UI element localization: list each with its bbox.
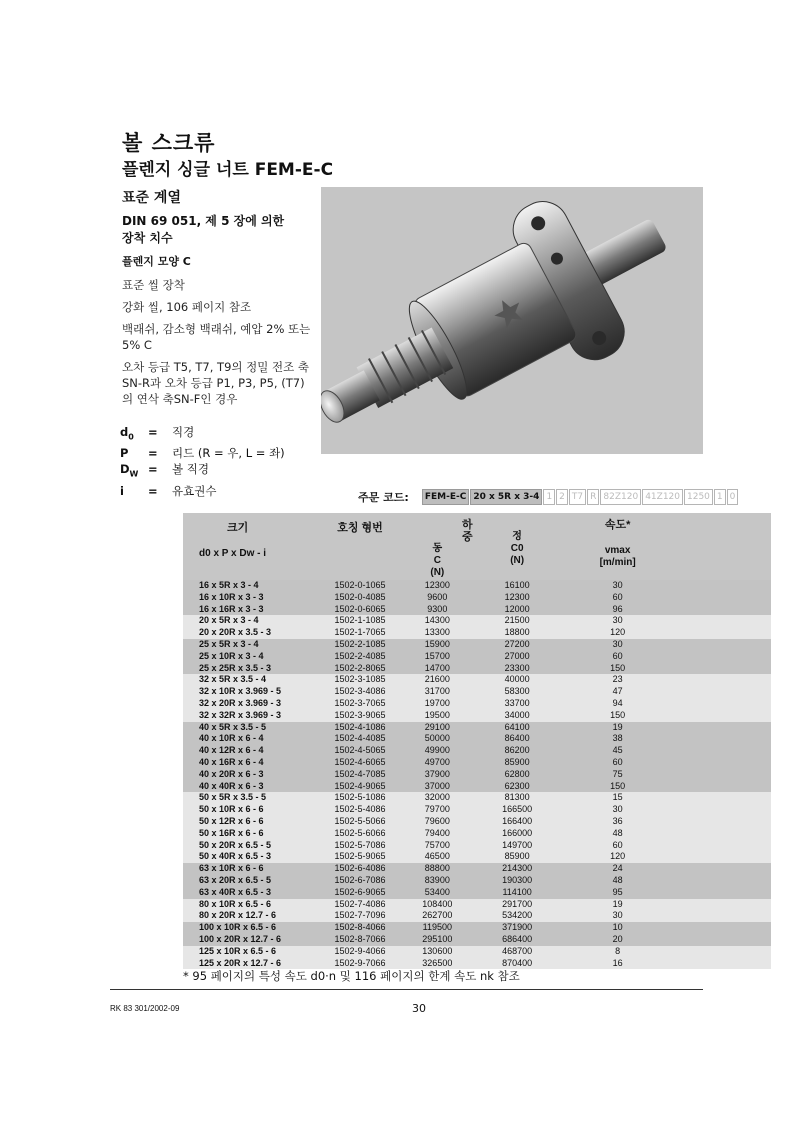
- part-cell: 1502-8-7066: [319, 934, 401, 946]
- table-row: [183, 922, 771, 934]
- empty-cell: [675, 686, 771, 698]
- size-cell: 125 x 10R x 6.5 - 6: [183, 946, 319, 958]
- size-cell: 63 x 10R x 6 - 6: [183, 863, 319, 875]
- dynamic-load-cell: 46500: [401, 851, 474, 863]
- size-cell: 40 x 12R x 6 - 4: [183, 745, 319, 757]
- col-empty-header: [675, 513, 771, 580]
- empty-cell: [675, 946, 771, 958]
- empty-cell: [675, 922, 771, 934]
- speed-cell: 20: [561, 934, 675, 946]
- size-cell: 16 x 10R x 3 - 3: [183, 592, 319, 604]
- symbol-row: $D_W$ = 볼 직경: [120, 462, 209, 479]
- order-code-box: 1: [714, 489, 726, 505]
- dynamic-load-cell: 12300: [401, 580, 474, 592]
- table-row: [183, 710, 771, 722]
- table-row: [183, 733, 771, 745]
- part-cell: 1502-4-4085: [319, 733, 401, 745]
- table-row: [183, 899, 771, 911]
- series-heading: 표준 계열: [122, 190, 181, 206]
- dynamic-load-cell: 119500: [401, 922, 474, 934]
- speed-cell: 60: [561, 592, 675, 604]
- speed-cell: 150: [561, 663, 675, 675]
- order-code-box: FEM-E-C: [422, 489, 469, 505]
- dynamic-load-cell: 15900: [401, 639, 474, 651]
- size-cell: 20 x 5R x 3 - 4: [183, 615, 319, 627]
- part-cell: 1502-4-7085: [319, 769, 401, 781]
- empty-cell: [675, 816, 771, 828]
- part-cell: 1502-5-6066: [319, 828, 401, 840]
- ball-screw-nut-illustration: [321, 187, 703, 454]
- dynamic-load-cell: 79400: [401, 828, 474, 840]
- empty-cell: [675, 615, 771, 627]
- dynamic-load-cell: 108400: [401, 899, 474, 911]
- empty-cell: [675, 733, 771, 745]
- part-cell: 1502-2-4085: [319, 651, 401, 663]
- empty-cell: [675, 887, 771, 899]
- dynamic-load-cell: 83900: [401, 875, 474, 887]
- static-load-cell: 86400: [474, 733, 561, 745]
- table-row: [183, 828, 771, 840]
- page-subtitle: 플렌지 싱글 너트 FEM-E-C: [122, 160, 334, 180]
- order-code-box: R: [587, 489, 599, 505]
- static-load-cell: 166400: [474, 816, 561, 828]
- static-load-cell: 291700: [474, 899, 561, 911]
- empty-cell: [675, 627, 771, 639]
- part-cell: 1502-1-7065: [319, 627, 401, 639]
- flange-heading: 플렌지 모양 C: [122, 255, 191, 268]
- table-row: [183, 674, 771, 686]
- empty-cell: [675, 840, 771, 852]
- part-cell: 1502-0-6065: [319, 604, 401, 616]
- dynamic-load-cell: 9300: [401, 604, 474, 616]
- dynamic-load-cell: 49900: [401, 745, 474, 757]
- size-cell: 20 x 20R x 3.5 - 3: [183, 627, 319, 639]
- static-load-cell: 190300: [474, 875, 561, 887]
- table-row: [183, 604, 771, 616]
- speed-cell: 47: [561, 686, 675, 698]
- speed-cell: 30: [561, 804, 675, 816]
- empty-cell: [675, 592, 771, 604]
- table-row: [183, 592, 771, 604]
- speed-cell: 75: [561, 769, 675, 781]
- size-cell: 50 x 12R x 6 - 6: [183, 816, 319, 828]
- table-row: [183, 627, 771, 639]
- speed-cell: 60: [561, 757, 675, 769]
- part-cell: 1502-4-9065: [319, 781, 401, 793]
- part-cell: 1502-6-9065: [319, 887, 401, 899]
- empty-cell: [675, 580, 771, 592]
- static-load-cell: 85900: [474, 851, 561, 863]
- part-cell: 1502-7-7096: [319, 910, 401, 922]
- static-load-cell: 62300: [474, 781, 561, 793]
- part-cell: 1502-3-1085: [319, 674, 401, 686]
- col-speed-header: 속도* vmax [m/min]: [561, 513, 675, 580]
- table-row: [183, 816, 771, 828]
- size-cell: 40 x 16R x 6 - 4: [183, 757, 319, 769]
- page-title: 볼 스크류: [122, 131, 216, 155]
- size-cell: 50 x 5R x 3.5 - 5: [183, 792, 319, 804]
- speed-cell: 120: [561, 851, 675, 863]
- part-cell: 1502-5-5066: [319, 816, 401, 828]
- static-load-cell: 27200: [474, 639, 561, 651]
- size-cell: 100 x 10R x 6.5 - 6: [183, 922, 319, 934]
- empty-cell: [675, 851, 771, 863]
- part-cell: 1502-8-4066: [319, 922, 401, 934]
- static-load-cell: 27000: [474, 651, 561, 663]
- din-heading: DIN 69 051, 제 5 장에 의한 장착 치수: [122, 214, 285, 245]
- part-cell: 1502-0-1065: [319, 580, 401, 592]
- dynamic-load-cell: 130600: [401, 946, 474, 958]
- speed-cell: 16: [561, 958, 675, 970]
- speed-cell: 23: [561, 674, 675, 686]
- table-row: [183, 840, 771, 852]
- table-row: [183, 910, 771, 922]
- empty-cell: [675, 604, 771, 616]
- ball-screw-nut-photo: [321, 187, 703, 454]
- size-cell: 25 x 10R x 3 - 4: [183, 651, 319, 663]
- static-load-cell: 870400: [474, 958, 561, 970]
- speed-cell: 30: [561, 580, 675, 592]
- size-cell: 50 x 16R x 6 - 6: [183, 828, 319, 840]
- part-cell: 1502-5-1086: [319, 792, 401, 804]
- speed-cell: 60: [561, 840, 675, 852]
- table-row: [183, 615, 771, 627]
- size-cell: 32 x 20R x 3.969 - 3: [183, 698, 319, 710]
- static-load-cell: 85900: [474, 757, 561, 769]
- table-row: [183, 875, 771, 887]
- dynamic-load-cell: 50000: [401, 733, 474, 745]
- size-cell: 50 x 20R x 6.5 - 5: [183, 840, 319, 852]
- static-load-cell: 81300: [474, 792, 561, 804]
- part-cell: 1502-7-4086: [319, 899, 401, 911]
- dynamic-load-cell: 14700: [401, 663, 474, 675]
- table-row: [183, 804, 771, 816]
- dynamic-load-cell: 29100: [401, 722, 474, 734]
- dynamic-load-cell: 79700: [401, 804, 474, 816]
- speed-cell: 8: [561, 946, 675, 958]
- part-cell: 1502-2-1085: [319, 639, 401, 651]
- dynamic-load-cell: 79600: [401, 816, 474, 828]
- empty-cell: [675, 934, 771, 946]
- symbol-legend: [120, 424, 289, 499]
- empty-cell: [675, 663, 771, 675]
- size-cell: 25 x 25R x 3.5 - 3: [183, 663, 319, 675]
- dynamic-load-cell: 37000: [401, 781, 474, 793]
- part-cell: 1502-9-7066: [319, 958, 401, 970]
- notes: 표준 씰 장착 강화 씰, 106 페이지 참조 백래쉬, 감소형 백래쉬, 예압 2% 또는 5% C 오차 등급 T5, T7, T9의 정밀 전조 축 SN-R과 오차 등급 P1, P3, P5, (T7) 의 연삭 축SN-F인 경우: [122, 278, 311, 406]
- empty-cell: [675, 781, 771, 793]
- dynamic-load-cell: 21600: [401, 674, 474, 686]
- dynamic-load-cell: 262700: [401, 910, 474, 922]
- part-cell: 1502-3-4086: [319, 686, 401, 698]
- speed-cell: 48: [561, 875, 675, 887]
- static-load-cell: 468700: [474, 946, 561, 958]
- table-row: [183, 686, 771, 698]
- speed-cell: 120: [561, 627, 675, 639]
- order-code-box: 41Z120: [642, 489, 683, 505]
- size-cell: 40 x 5R x 3.5 - 5: [183, 722, 319, 734]
- table-row: [183, 792, 771, 804]
- symbol-row: P = 리드 (R = 우, L = 좌): [120, 446, 285, 461]
- table-row: [183, 769, 771, 781]
- table-row: [183, 663, 771, 675]
- order-code-box: 2: [556, 489, 568, 505]
- size-cell: 80 x 20R x 12.7 - 6: [183, 910, 319, 922]
- empty-cell: [675, 698, 771, 710]
- size-cell: 63 x 20R x 6.5 - 5: [183, 875, 319, 887]
- empty-cell: [675, 792, 771, 804]
- empty-cell: [675, 899, 771, 911]
- empty-cell: [675, 674, 771, 686]
- size-cell: 125 x 20R x 12.7 - 6: [183, 958, 319, 970]
- static-load-cell: 40000: [474, 674, 561, 686]
- part-cell: 1502-0-4085: [319, 592, 401, 604]
- speed-cell: 30: [561, 910, 675, 922]
- footer-divider: [110, 989, 703, 990]
- static-load-cell: 12000: [474, 604, 561, 616]
- part-cell: 1502-6-7086: [319, 875, 401, 887]
- part-cell: 1502-9-4066: [319, 946, 401, 958]
- order-code: [358, 486, 739, 505]
- table-row: [183, 580, 771, 592]
- order-code-box: 0: [727, 489, 739, 505]
- dynamic-load-cell: 31700: [401, 686, 474, 698]
- order-code-box: 20 x 5R x 3-4: [470, 489, 542, 505]
- static-load-cell: 86200: [474, 745, 561, 757]
- dynamic-load-cell: 326500: [401, 958, 474, 970]
- table-row: [183, 639, 771, 651]
- static-load-cell: 62800: [474, 769, 561, 781]
- empty-cell: [675, 875, 771, 887]
- speed-cell: 150: [561, 781, 675, 793]
- speed-cell: 15: [561, 792, 675, 804]
- speed-cell: 96: [561, 604, 675, 616]
- speed-cell: 36: [561, 816, 675, 828]
- static-load-cell: 23300: [474, 663, 561, 675]
- static-load-cell: 214300: [474, 863, 561, 875]
- empty-cell: [675, 722, 771, 734]
- size-cell: 63 x 40R x 6.5 - 3: [183, 887, 319, 899]
- order-code-label: 주문 코드:: [358, 490, 409, 504]
- document-code: RK 83 301/2002-09: [110, 1004, 180, 1013]
- speed-cell: 60: [561, 651, 675, 663]
- static-load-cell: 534200: [474, 910, 561, 922]
- table-row: [183, 851, 771, 863]
- part-cell: 1502-5-4086: [319, 804, 401, 816]
- dynamic-load-cell: 49700: [401, 757, 474, 769]
- size-cell: 40 x 40R x 6 - 3: [183, 781, 319, 793]
- table-row: [183, 722, 771, 734]
- part-cell: 1502-3-7065: [319, 698, 401, 710]
- speed-cell: 10: [561, 922, 675, 934]
- dynamic-load-cell: 75700: [401, 840, 474, 852]
- table-row: [183, 946, 771, 958]
- size-cell: 100 x 20R x 12.7 - 6: [183, 934, 319, 946]
- part-cell: 1502-6-4086: [319, 863, 401, 875]
- table-row: [183, 781, 771, 793]
- speed-cell: 95: [561, 887, 675, 899]
- speed-cell: 19: [561, 899, 675, 911]
- dynamic-load-cell: 19500: [401, 710, 474, 722]
- empty-cell: [675, 757, 771, 769]
- footnote: * 95 페이지의 특성 속도 d0·n 및 116 페이지의 한계 속도 nk 참조: [183, 969, 520, 983]
- size-cell: 80 x 10R x 6.5 - 6: [183, 899, 319, 911]
- symbol-row: i = 유효권수: [120, 483, 217, 498]
- empty-cell: [675, 651, 771, 663]
- size-cell: 50 x 10R x 6 - 6: [183, 804, 319, 816]
- order-code-box: 82Z120: [600, 489, 641, 505]
- static-load-cell: 33700: [474, 698, 561, 710]
- part-cell: 1502-4-5065: [319, 745, 401, 757]
- speed-cell: 38: [561, 733, 675, 745]
- static-load-cell: 686400: [474, 934, 561, 946]
- static-load-cell: 166500: [474, 804, 561, 816]
- speed-cell: 45: [561, 745, 675, 757]
- static-load-cell: 371900: [474, 922, 561, 934]
- part-cell: 1502-4-6065: [319, 757, 401, 769]
- empty-cell: [675, 639, 771, 651]
- part-cell: 1502-2-8065: [319, 663, 401, 675]
- dynamic-load-cell: 9600: [401, 592, 474, 604]
- dynamic-load-cell: 88800: [401, 863, 474, 875]
- speed-cell: 19: [561, 722, 675, 734]
- table-row: [183, 934, 771, 946]
- empty-cell: [675, 828, 771, 840]
- table-row: [183, 863, 771, 875]
- part-cell: 1502-3-9065: [319, 710, 401, 722]
- part-cell: 1502-4-1086: [319, 722, 401, 734]
- size-cell: 16 x 5R x 3 - 4: [183, 580, 319, 592]
- dynamic-load-cell: 14300: [401, 615, 474, 627]
- static-load-cell: 12300: [474, 592, 561, 604]
- table-row: [183, 887, 771, 899]
- size-cell: 16 x 16R x 3 - 3: [183, 604, 319, 616]
- empty-cell: [675, 769, 771, 781]
- static-load-cell: 18800: [474, 627, 561, 639]
- speed-cell: 94: [561, 698, 675, 710]
- order-code-box: T7: [569, 489, 586, 505]
- size-cell: 40 x 20R x 6 - 3: [183, 769, 319, 781]
- static-load-cell: 166000: [474, 828, 561, 840]
- empty-cell: [675, 863, 771, 875]
- table-body: [183, 580, 771, 969]
- dynamic-load-cell: 32000: [401, 792, 474, 804]
- table-row: [183, 757, 771, 769]
- spec-table: [183, 513, 771, 969]
- size-cell: 40 x 10R x 6 - 4: [183, 733, 319, 745]
- size-cell: 32 x 10R x 3.969 - 5: [183, 686, 319, 698]
- dynamic-load-cell: 37900: [401, 769, 474, 781]
- static-load-cell: 34000: [474, 710, 561, 722]
- static-load-cell: 21500: [474, 615, 561, 627]
- empty-cell: [675, 804, 771, 816]
- size-cell: 50 x 40R x 6.5 - 3: [183, 851, 319, 863]
- empty-cell: [675, 958, 771, 970]
- dynamic-load-cell: 295100: [401, 934, 474, 946]
- col-part-header: 호칭 형번: [319, 513, 401, 580]
- empty-cell: [675, 745, 771, 757]
- size-cell: 25 x 5R x 3 - 4: [183, 639, 319, 651]
- size-cell: 32 x 32R x 3.969 - 3: [183, 710, 319, 722]
- speed-cell: 24: [561, 863, 675, 875]
- dynamic-load-cell: 19700: [401, 698, 474, 710]
- symbol-row: $d_0$ = 직경: [120, 425, 195, 442]
- static-load-cell: 16100: [474, 580, 561, 592]
- dynamic-load-cell: 15700: [401, 651, 474, 663]
- table-row: [183, 698, 771, 710]
- order-code-box: 1250: [684, 489, 713, 505]
- part-cell: 1502-5-7086: [319, 840, 401, 852]
- dynamic-load-cell: 53400: [401, 887, 474, 899]
- page-number: 30: [412, 1002, 426, 1015]
- empty-cell: [675, 710, 771, 722]
- speed-cell: 48: [561, 828, 675, 840]
- table-row: [183, 745, 771, 757]
- col-sta-header: 정 C0 (N): [474, 513, 561, 580]
- static-load-cell: 64100: [474, 722, 561, 734]
- static-load-cell: 58300: [474, 686, 561, 698]
- part-cell: 1502-5-9065: [319, 851, 401, 863]
- col-dyn-header: 하중 동 C (N): [401, 513, 474, 580]
- table-header-row: [183, 513, 771, 580]
- empty-cell: [675, 910, 771, 922]
- table-row: [183, 651, 771, 663]
- dynamic-load-cell: 13300: [401, 627, 474, 639]
- size-cell: 32 x 5R x 3.5 - 4: [183, 674, 319, 686]
- col-size-header: 크기 d0 x P x Dw - i: [183, 513, 319, 580]
- speed-cell: 30: [561, 639, 675, 651]
- speed-cell: 30: [561, 615, 675, 627]
- order-code-box: 1: [543, 489, 555, 505]
- static-load-cell: 114100: [474, 887, 561, 899]
- static-load-cell: 149700: [474, 840, 561, 852]
- part-cell: 1502-1-1085: [319, 615, 401, 627]
- speed-cell: 150: [561, 710, 675, 722]
